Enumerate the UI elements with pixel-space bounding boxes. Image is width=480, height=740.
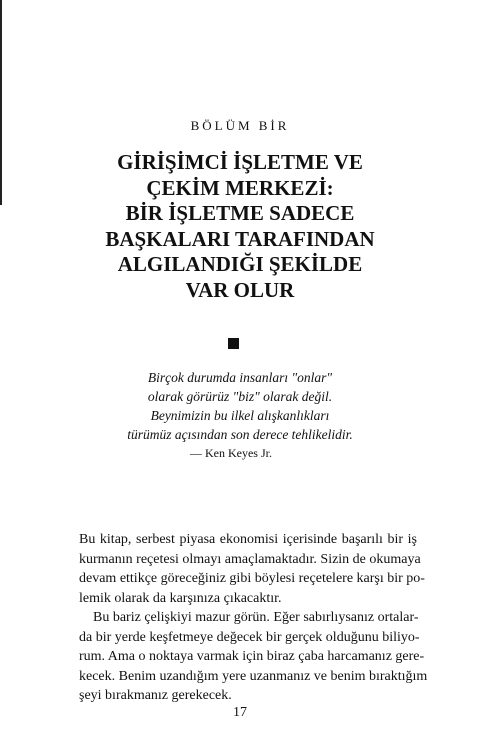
- epigraph-line: türümüz açısından son derece tehlikelidir.: [127, 427, 353, 442]
- body-line: lemik olarak da karşınıza çıkacaktır.: [79, 590, 282, 606]
- epigraph-attribution: — Ken Keyes Jr.: [190, 446, 272, 460]
- body-line: kurmanın reçetesi olmayı amaçlamaktadır. Sizin de okumaya: [79, 551, 421, 567]
- chapter-label: BÖLÜM BİR: [190, 118, 290, 133]
- body-line: Bu kitap, serbest piyasa ekonomisi içerisinde başarılı bir iş: [79, 532, 417, 547]
- epigraph-line: Beynimizin bu ilkel alışkanlıkları: [150, 408, 330, 423]
- page-edge-line: [0, 0, 2, 205]
- body-line: kecek. Benim uzandığım yere uzanmanız ve benim bıraktığım: [79, 668, 428, 684]
- title-line: BAŞKALARI TARAFINDAN: [105, 226, 375, 251]
- body-line: da bir yerde keşfetmeye değecek bir gerçek olduğunu biliyo-: [79, 629, 420, 645]
- title-line: BİR İŞLETME SADECE: [125, 201, 355, 225]
- body-text: [79, 530, 428, 706]
- epigraph-line: olarak görürüz "biz" olarak değil.: [147, 389, 333, 404]
- body-line: Bu bariz çelişkiyi mazur görün. Eğer sabırlıysanız ortalar-: [93, 610, 419, 625]
- body-line: devam ettikçe göreceğiniz gibi böylesi reçetelere karşı bir po-: [79, 571, 425, 586]
- title-line: VAR OLUR: [185, 277, 295, 302]
- title-line: ÇEKİM MERKEZİ:: [146, 175, 334, 200]
- epigraph-line: Birçok durumda insanları "onlar": [147, 370, 333, 385]
- section-square-ornament: [228, 338, 239, 349]
- page-number: 17: [233, 705, 247, 720]
- chapter-title: [40, 150, 440, 303]
- title-line: GİRİŞİMCİ İŞLETME VE: [117, 150, 363, 174]
- title-line: ALGILANDIĞI ŞEKİLDE: [117, 252, 363, 276]
- epigraph: [60, 368, 420, 444]
- body-line: rum. Ama o noktaya varmak için biraz çaba harcamanız gere-: [79, 649, 425, 664]
- body-line: şeyi bırakmanız gerekecek.: [79, 688, 232, 703]
